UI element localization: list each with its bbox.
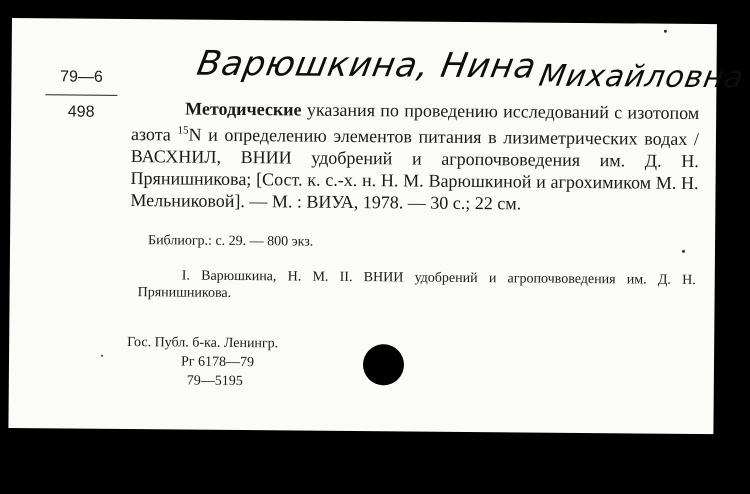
registration-number: Рг 6178—79 [180,354,255,371]
isotope-mass: 15 [177,124,189,137]
call-number-top: 79—6 [60,68,103,86]
library-stamp [127,333,279,391]
title-lead-word: Методические [185,98,302,120]
catalog-card [8,18,747,434]
call-number [49,68,113,122]
tracing-entries: I. Варюшкина, Н. М. II. ВНИИ удобрений и агропочвоведения им. Д. Н. Прянишникова. [137,268,696,301]
description-start: указания по проведению исследований с изотопом азота [130,99,700,145]
description-rest: и определению элементов питания в лизиметрических водах / ВАСХНИЛ, ВНИИ удобрений и агропочвоведения им. Д. Н. Прянишникова; [Сост. к. с.-х. н. Н. М. Варюшкиной и агрохимиком М. Н. Мельниковой]. — М. : ВИУА, 1978. — 30 с.; 22 см. [130,124,700,214]
dust-speck [682,250,685,253]
dust-speck [101,355,103,357]
library-name: Гос. Публ. б-ка. Ленингр. [127,335,279,352]
punch-hole [363,344,404,385]
handwritten-author-name: Варюшкина, Нина [193,43,540,87]
dust-speck [664,30,667,33]
bibliography-note: Библиогр.: с. 29. — 800 экз. [147,233,314,250]
call-number-bottom: 498 [67,103,95,121]
bibliographic-description [130,97,699,216]
card-number: 79—5195 [186,373,243,390]
isotope-element: N [188,124,202,145]
handwritten-author-patronymic: Михайловна [536,58,747,96]
